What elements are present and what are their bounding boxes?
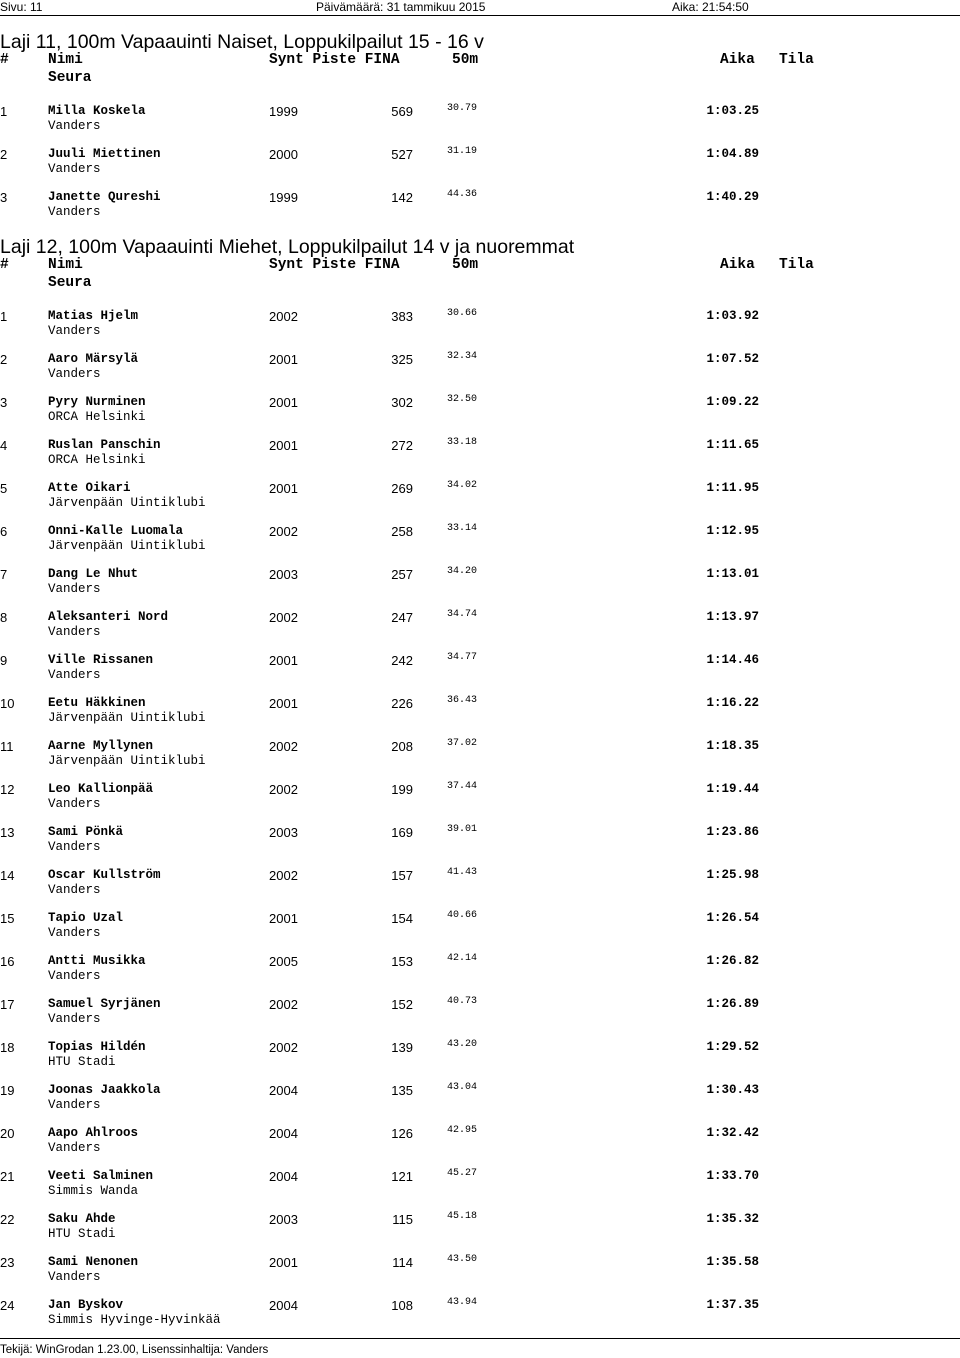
event-title: Laji 12, 100m Vapaauinti Miehet, Loppukilpailut 14 v ja nuoremmat	[0, 236, 575, 258]
split-50m: 37.02	[447, 738, 478, 749]
final-time: 1:26.89	[706, 997, 759, 1011]
birth-year: 2004	[269, 1083, 298, 1098]
birth-year: 2004	[269, 1126, 298, 1141]
swimmer-club: HTU Stadi	[48, 1227, 116, 1241]
final-time: 1:37.35	[706, 1298, 759, 1312]
birth-year: 2005	[269, 954, 298, 969]
birth-year: 2001	[269, 481, 298, 496]
result-place: 1	[0, 309, 8, 324]
result-place: 2	[0, 352, 8, 367]
birth-year: 2002	[269, 782, 298, 797]
final-time: 1:07.52	[706, 352, 759, 366]
final-time: 1:04.89	[706, 147, 759, 161]
result-place: 21	[0, 1169, 15, 1184]
result-row	[0, 147, 960, 190]
split-50m: 34.77	[447, 652, 478, 663]
result-place: 3	[0, 395, 8, 410]
swimmer-club: Vanders	[48, 797, 101, 811]
swimmer-name: Joonas Jaakkola	[48, 1083, 161, 1097]
swimmer-club: Järvenpään Uintiklubi	[48, 711, 206, 725]
swimmer-name: Jan Byskov	[48, 1298, 124, 1312]
split-50m: 30.79	[447, 103, 478, 114]
swimmer-club: Vanders	[48, 119, 101, 133]
swimmer-name: Aapo Ahlroos	[48, 1126, 139, 1140]
final-time: 1:26.82	[706, 954, 759, 968]
birth-year: 2002	[269, 610, 298, 625]
result-place: 19	[0, 1083, 15, 1098]
result-row	[0, 825, 960, 868]
col-status-header: Tila	[779, 52, 814, 68]
split-50m: 43.50	[447, 1254, 478, 1265]
final-time: 1:13.01	[706, 567, 759, 581]
result-place: 3	[0, 190, 8, 205]
col-time-header: Aika	[720, 52, 755, 68]
birth-year: 2004	[269, 1298, 298, 1313]
page-number: Sivu: 11	[0, 0, 43, 14]
final-time: 1:35.58	[706, 1255, 759, 1269]
footer-divider	[0, 1338, 960, 1339]
event-title: Laji 11, 100m Vapaauinti Naiset, Loppukilpailut 15 - 16 v	[0, 31, 484, 53]
swimmer-name: Milla Koskela	[48, 104, 146, 118]
swimmer-name: Matias Hjelm	[48, 309, 139, 323]
result-place: 4	[0, 438, 8, 453]
fina-points: 527	[391, 147, 413, 162]
result-place: 10	[0, 696, 15, 711]
swimmer-club: Vanders	[48, 205, 101, 219]
result-row	[0, 1298, 960, 1341]
final-time: 1:18.35	[706, 739, 759, 753]
swimmer-club: Vanders	[48, 1098, 101, 1112]
col-split-header: 50m	[452, 52, 479, 68]
swimmer-club: Vanders	[48, 840, 101, 854]
final-time: 1:32.42	[706, 1126, 759, 1140]
result-row	[0, 1212, 960, 1255]
col-split-header: 50m	[452, 257, 479, 273]
swimmer-name: Veeti Salminen	[48, 1169, 154, 1183]
result-place: 17	[0, 997, 15, 1012]
birth-year: 2001	[269, 438, 298, 453]
birth-year: 2004	[269, 1169, 298, 1184]
result-row	[0, 1040, 960, 1083]
result-row	[0, 190, 960, 233]
swimmer-name: Samuel Syrjänen	[48, 997, 161, 1011]
split-50m: 45.18	[447, 1211, 478, 1222]
swimmer-club: Vanders	[48, 625, 101, 639]
final-time: 1:03.25	[706, 104, 759, 118]
fina-points: 169	[391, 825, 413, 840]
result-row	[0, 104, 960, 147]
result-row	[0, 567, 960, 610]
fina-points: 569	[391, 104, 413, 119]
split-50m: 39.01	[447, 824, 478, 835]
col-club-header: Seura	[48, 275, 92, 291]
result-row	[0, 997, 960, 1040]
split-50m: 40.66	[447, 910, 478, 921]
result-place: 1	[0, 104, 8, 119]
swimmer-club: Järvenpään Uintiklubi	[48, 496, 206, 510]
birth-year: 2001	[269, 395, 298, 410]
result-row	[0, 868, 960, 911]
split-50m: 34.02	[447, 480, 478, 491]
result-place: 24	[0, 1298, 15, 1313]
fina-points: 108	[391, 1298, 413, 1313]
result-row	[0, 653, 960, 696]
swimmer-name: Onni-Kalle Luomala	[48, 524, 184, 538]
swimmer-club: Vanders	[48, 1012, 101, 1026]
fina-points: 142	[391, 190, 413, 205]
result-row	[0, 395, 960, 438]
fina-points: 154	[391, 911, 413, 926]
print-date: Päivämäärä: 31 tammikuu 2015	[316, 0, 486, 14]
result-place: 23	[0, 1255, 15, 1270]
split-50m: 36.43	[447, 695, 478, 706]
split-50m: 42.95	[447, 1125, 478, 1136]
fina-points: 208	[391, 739, 413, 754]
split-50m: 45.27	[447, 1168, 478, 1179]
result-row	[0, 1255, 960, 1298]
result-row	[0, 610, 960, 653]
split-50m: 30.66	[447, 308, 478, 319]
swimmer-name: Aleksanteri Nord	[48, 610, 169, 624]
result-row	[0, 782, 960, 825]
birth-year: 2002	[269, 524, 298, 539]
result-row	[0, 954, 960, 997]
swimmer-name: Saku Ahde	[48, 1212, 116, 1226]
final-time: 1:25.98	[706, 868, 759, 882]
swimmer-name: Juuli Miettinen	[48, 147, 161, 161]
split-50m: 40.73	[447, 996, 478, 1007]
split-50m: 44.36	[447, 189, 478, 200]
birth-year: 2002	[269, 997, 298, 1012]
swimmer-club: ORCA Helsinki	[48, 453, 146, 467]
swimmer-name: Antti Musikka	[48, 954, 146, 968]
final-time: 1:12.95	[706, 524, 759, 538]
birth-year: 2002	[269, 739, 298, 754]
final-time: 1:14.46	[706, 653, 759, 667]
header-divider	[0, 15, 960, 16]
swimmer-name: Topias Hildén	[48, 1040, 146, 1054]
final-time: 1:09.22	[706, 395, 759, 409]
swimmer-name: Aarne Myllynen	[48, 739, 154, 753]
fina-points: 272	[391, 438, 413, 453]
fina-points: 302	[391, 395, 413, 410]
birth-year: 2001	[269, 696, 298, 711]
result-row	[0, 1083, 960, 1126]
page-header	[0, 0, 960, 14]
result-row	[0, 1169, 960, 1212]
result-row	[0, 352, 960, 395]
final-time: 1:29.52	[706, 1040, 759, 1054]
fina-points: 152	[391, 997, 413, 1012]
fina-points: 135	[391, 1083, 413, 1098]
result-place: 12	[0, 782, 15, 797]
birth-year: 2003	[269, 825, 298, 840]
col-yob-points-header: Synt Piste FINA	[269, 52, 400, 68]
result-row	[0, 911, 960, 954]
result-place: 11	[0, 739, 14, 754]
swimmer-club: Vanders	[48, 162, 101, 176]
result-place: 9	[0, 653, 8, 668]
birth-year: 2002	[269, 309, 298, 324]
col-name-header: Nimi	[48, 52, 83, 68]
swimmer-club: Vanders	[48, 367, 101, 381]
result-place: 2	[0, 147, 8, 162]
result-row	[0, 438, 960, 481]
birth-year: 2003	[269, 567, 298, 582]
split-50m: 37.44	[447, 781, 478, 792]
footer-text: Tekijä: WinGrodan 1.23.00, Lisenssinhaltija: Vanders	[0, 1344, 269, 1356]
col-club-header: Seura	[48, 70, 92, 86]
result-place: 8	[0, 610, 8, 625]
birth-year: 1999	[269, 104, 298, 119]
final-time: 1:16.22	[706, 696, 759, 710]
swimmer-club: Vanders	[48, 1141, 101, 1155]
birth-year: 1999	[269, 190, 298, 205]
split-50m: 43.04	[447, 1082, 478, 1093]
result-row	[0, 739, 960, 782]
swimmer-name: Aaro Märsylä	[48, 352, 139, 366]
split-50m: 43.94	[447, 1297, 478, 1308]
final-time: 1:23.86	[706, 825, 759, 839]
split-50m: 33.18	[447, 437, 478, 448]
swimmer-club: Vanders	[48, 926, 101, 940]
swimmer-club: Vanders	[48, 324, 101, 338]
swimmer-name: Oscar Kullström	[48, 868, 161, 882]
split-50m: 34.20	[447, 566, 478, 577]
result-place: 13	[0, 825, 15, 840]
final-time: 1:11.95	[706, 481, 759, 495]
birth-year: 2003	[269, 1212, 298, 1227]
split-50m: 41.43	[447, 867, 478, 878]
fina-points: 126	[391, 1126, 413, 1141]
birth-year: 2001	[269, 1255, 298, 1270]
fina-points: 114	[392, 1255, 413, 1270]
swimmer-club: Vanders	[48, 1270, 101, 1284]
fina-points: 383	[391, 309, 413, 324]
result-place: 6	[0, 524, 8, 539]
result-row	[0, 1126, 960, 1169]
swimmer-name: Sami Nenonen	[48, 1255, 139, 1269]
result-place: 20	[0, 1126, 15, 1141]
swimmer-club: Vanders	[48, 582, 101, 596]
birth-year: 2001	[269, 653, 298, 668]
birth-year: 2000	[269, 147, 298, 162]
split-50m: 34.74	[447, 609, 478, 620]
split-50m: 31.19	[447, 146, 478, 157]
fina-points: 153	[391, 954, 413, 969]
result-row	[0, 524, 960, 567]
final-time: 1:19.44	[706, 782, 759, 796]
fina-points: 325	[391, 352, 413, 367]
fina-points: 226	[391, 696, 413, 711]
col-time-header: Aika	[720, 257, 755, 273]
result-row	[0, 696, 960, 739]
final-time: 1:30.43	[706, 1083, 759, 1097]
result-place: 15	[0, 911, 15, 926]
swimmer-name: Atte Oikari	[48, 481, 131, 495]
swimmer-club: Vanders	[48, 668, 101, 682]
birth-year: 2002	[269, 868, 298, 883]
swimmer-club: Simmis Wanda	[48, 1184, 139, 1198]
result-place: 5	[0, 481, 8, 496]
swimmer-name: Janette Qureshi	[48, 190, 161, 204]
fina-points: 258	[391, 524, 413, 539]
col-place-header: #	[0, 257, 9, 273]
swimmer-name: Eetu Häkkinen	[48, 696, 146, 710]
split-50m: 43.20	[447, 1039, 478, 1050]
swimmer-name: Dang Le Nhut	[48, 567, 139, 581]
final-time: 1:40.29	[706, 190, 759, 204]
final-time: 1:13.97	[706, 610, 759, 624]
fina-points: 121	[391, 1169, 413, 1184]
col-yob-points-header: Synt Piste FINA	[269, 257, 400, 273]
final-time: 1:26.54	[706, 911, 759, 925]
swimmer-name: Leo Kallionpää	[48, 782, 154, 796]
result-place: 14	[0, 868, 15, 883]
fina-points: 115	[392, 1212, 413, 1227]
fina-points: 242	[391, 653, 413, 668]
fina-points: 157	[391, 868, 413, 883]
swimmer-club: ORCA Helsinki	[48, 410, 146, 424]
fina-points: 269	[391, 481, 413, 496]
birth-year: 2001	[269, 352, 298, 367]
swimmer-name: Sami Pönkä	[48, 825, 124, 839]
col-status-header: Tila	[779, 257, 814, 273]
final-time: 1:03.92	[706, 309, 759, 323]
birth-year: 2002	[269, 1040, 298, 1055]
final-time: 1:35.32	[706, 1212, 759, 1226]
split-50m: 33.14	[447, 523, 478, 534]
fina-points: 247	[391, 610, 413, 625]
swimmer-club: Järvenpään Uintiklubi	[48, 754, 206, 768]
result-row	[0, 481, 960, 524]
col-name-header: Nimi	[48, 257, 83, 273]
swimmer-name: Tapio Uzal	[48, 911, 124, 925]
result-place: 16	[0, 954, 15, 969]
col-place-header: #	[0, 52, 9, 68]
final-time: 1:11.65	[706, 438, 759, 452]
swimmer-name: Pyry Nurminen	[48, 395, 146, 409]
fina-points: 139	[391, 1040, 413, 1055]
final-time: 1:33.70	[706, 1169, 759, 1183]
swimmer-club: Vanders	[48, 969, 101, 983]
result-place: 7	[0, 567, 8, 582]
swimmer-club: HTU Stadi	[48, 1055, 116, 1069]
swimmer-club: Vanders	[48, 883, 101, 897]
result-place: 22	[0, 1212, 15, 1227]
split-50m: 32.50	[447, 394, 478, 405]
print-time: Aika: 21:54:50	[672, 0, 749, 14]
swimmer-club: Simmis Hyvinge-Hyvinkää	[48, 1313, 221, 1327]
split-50m: 42.14	[447, 953, 478, 964]
result-row	[0, 309, 960, 352]
swimmer-club: Järvenpään Uintiklubi	[48, 539, 206, 553]
fina-points: 199	[391, 782, 413, 797]
split-50m: 32.34	[447, 351, 478, 362]
swimmer-name: Ruslan Panschin	[48, 438, 161, 452]
swimmer-name: Ville Rissanen	[48, 653, 154, 667]
birth-year: 2001	[269, 911, 298, 926]
fina-points: 257	[391, 567, 413, 582]
result-place: 18	[0, 1040, 15, 1055]
